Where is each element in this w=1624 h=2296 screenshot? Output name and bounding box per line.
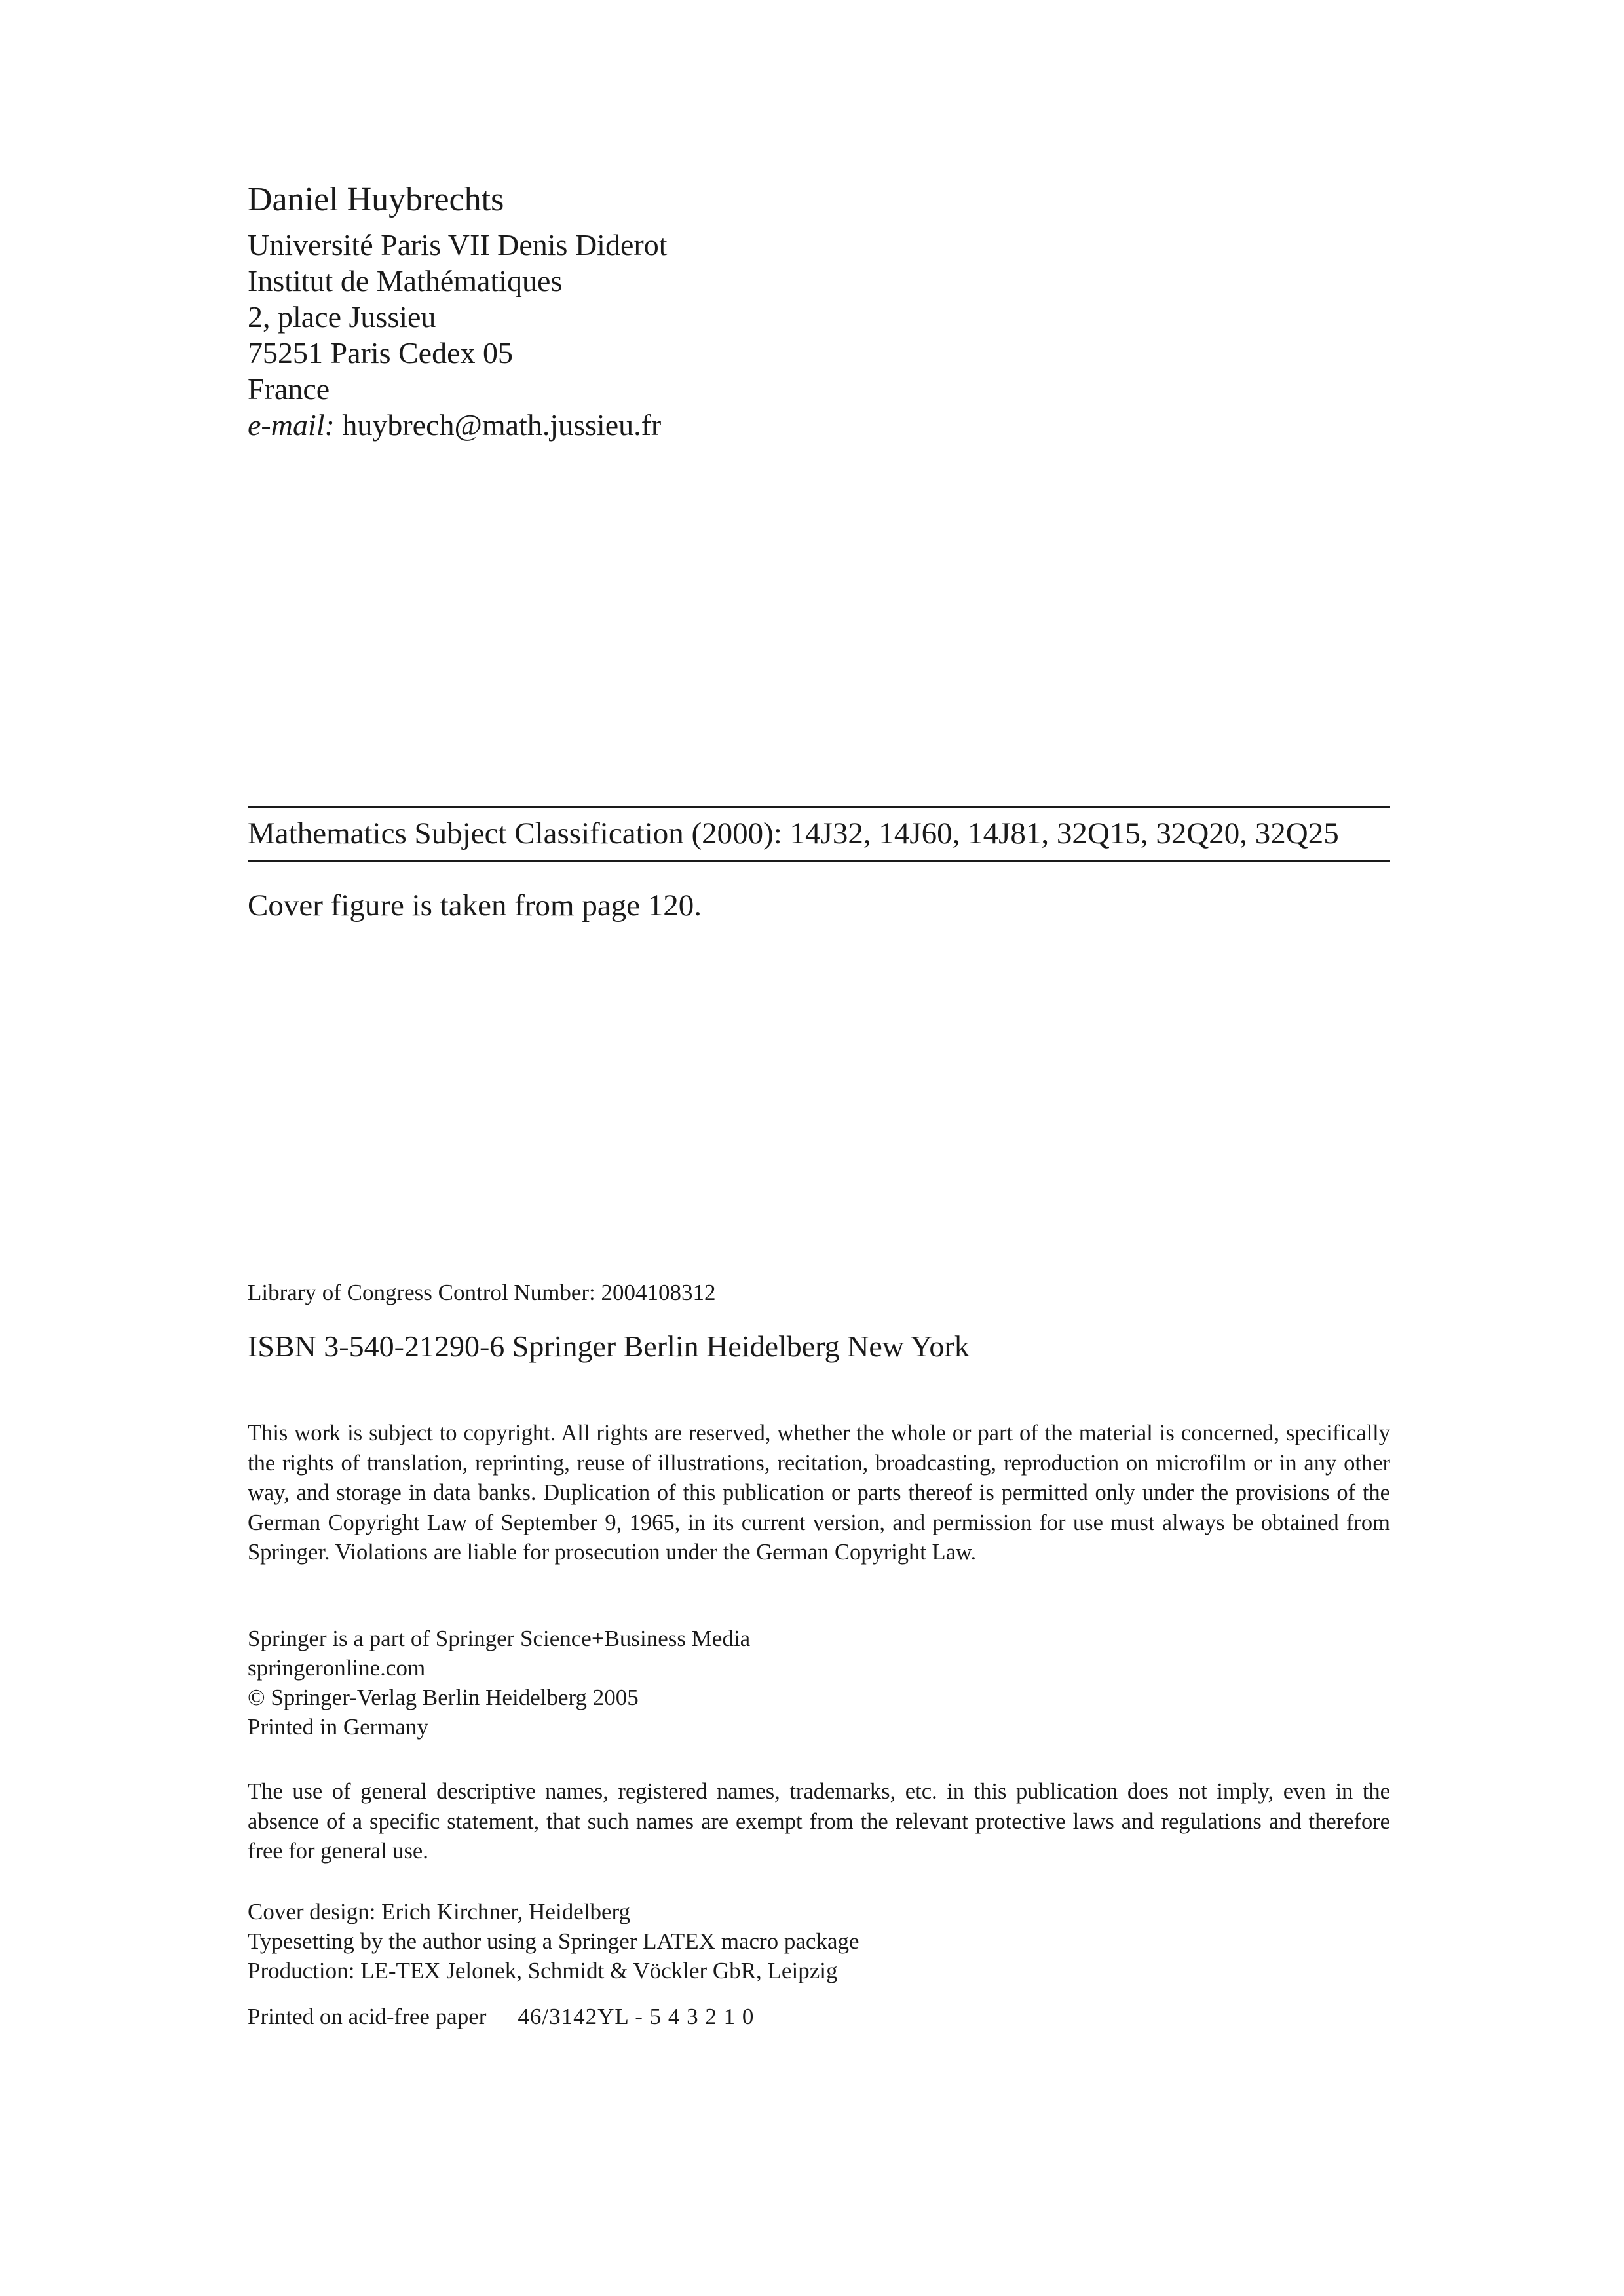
address-city: 75251 Paris Cedex 05 xyxy=(248,336,514,370)
subject-classification: Mathematics Subject Classification (2000): 14J32, 14J60, 14J81, 32Q15, 32Q20, 32Q25 xyxy=(248,816,1339,851)
email-address[interactable]: huybrech@math.jussieu.fr xyxy=(342,408,662,442)
author-name: Daniel Huybrechts xyxy=(248,181,504,218)
library-of-congress-number: Library of Congress Control Number: 2004108312 xyxy=(248,1280,716,1305)
paper-note xyxy=(248,2002,754,2031)
classification-bottom-rule xyxy=(248,860,1390,862)
cover-design-credit: Cover design: Erich Kirchner, Heidelberg xyxy=(248,1899,631,1924)
publisher-website[interactable]: springeronline.com xyxy=(248,1655,426,1681)
email-label: e-mail: xyxy=(248,408,335,442)
descriptive-names-notice: The use of general descriptive names, registered names, trademarks, etc. in this publication does not imply, even in the absence of a specific statement, that such names are exempt from the relevant protective laws and regulations and therefore free for general use. xyxy=(248,1779,1390,1864)
publisher-copyright: © Springer-Verlag Berlin Heidelberg 2005 xyxy=(248,1685,639,1710)
paper-note-label: Printed on acid-free paper xyxy=(248,2004,487,2029)
typesetting-credit: Typesetting by the author using a Springer LATEX macro package xyxy=(248,1928,859,1954)
address-street: 2, place Jussieu xyxy=(248,300,436,334)
email-line xyxy=(248,407,1230,443)
production-credits xyxy=(248,1897,1390,1985)
publisher-info-block xyxy=(248,1624,1390,1742)
address-country: France xyxy=(248,372,330,406)
printed-in: Printed in Germany xyxy=(248,1714,429,1740)
print-code: 46/3142YL - 5 4 3 2 1 0 xyxy=(518,2004,755,2029)
cover-figure-note: Cover figure is taken from page 120. xyxy=(248,889,702,923)
author-address-block xyxy=(248,177,1230,443)
publisher-part-of: Springer is a part of Springer Science+Business Media xyxy=(248,1626,751,1651)
address-institute: Institut de Mathématiques xyxy=(248,264,563,297)
address-university: Université Paris VII Denis Diderot xyxy=(248,228,668,261)
classification-top-rule xyxy=(248,806,1390,808)
isbn-line: ISBN 3-540-21290-6 Springer Berlin Heidelberg New York xyxy=(248,1330,970,1363)
copyright-notice: This work is subject to copyright. All rights are reserved, whether the whole or part of the material is concerned, specifically the rights of translation, reprinting, reuse of illustrations, recitation, broadcasting, reproduction on microfilm or in any other way, and storage in data banks. Duplication of this publication or parts thereof is permitted only under the provisions of the German Copyright Law of September 9, 1965, in its current version, and permission for use must always be obtained from Springer. Violations are liable for prosecution under the German Copyright Law. xyxy=(248,1421,1390,1565)
production-credit: Production: LE-TEX Jelonek, Schmidt & Vöckler GbR, Leipzig xyxy=(248,1958,838,1983)
